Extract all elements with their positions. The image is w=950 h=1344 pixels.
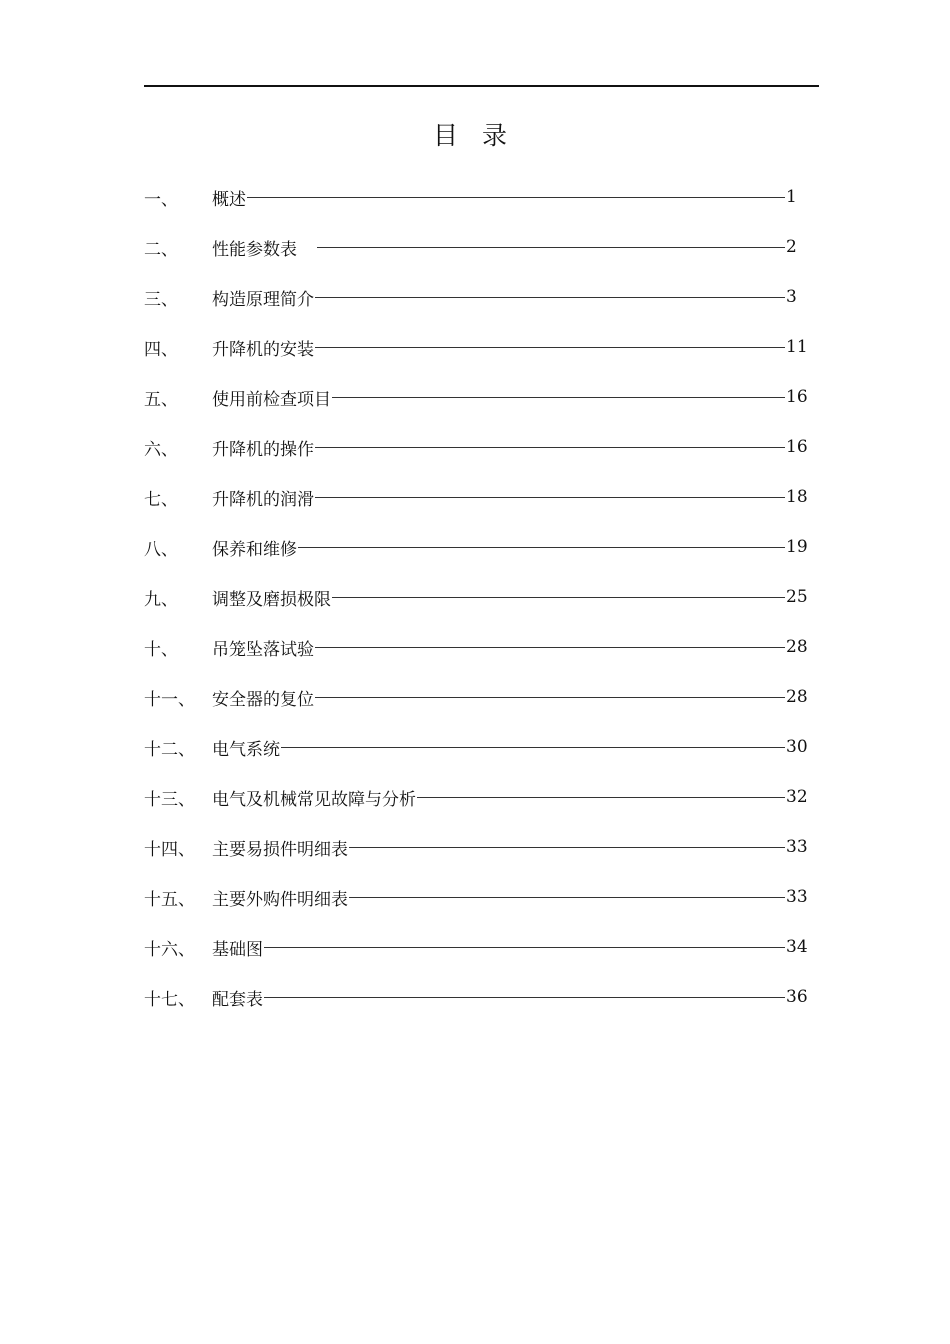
toc-entry[interactable]	[144, 372, 806, 422]
toc-entry-number: 十五、	[144, 889, 195, 910]
toc-entry-label: 使用前检查项目	[212, 389, 331, 410]
toc-entry-label: 吊笼坠落试验	[212, 639, 314, 660]
toc-leader-line	[315, 347, 785, 348]
toc-entry-label: 电气及机械常见故障与分析	[212, 789, 416, 810]
toc-entry-page: 30	[786, 737, 808, 757]
toc-entry[interactable]	[144, 772, 806, 822]
toc-entry-number: 三、	[144, 289, 178, 310]
toc-leader-line	[315, 647, 785, 648]
toc-entry-page: 16	[786, 387, 808, 407]
toc-entry-label: 升降机的操作	[212, 439, 314, 460]
toc-leader-line	[281, 747, 785, 748]
toc-entry-number: 八、	[144, 539, 178, 560]
toc-entry-label: 保养和维修	[212, 539, 297, 560]
toc-leader-line	[315, 447, 785, 448]
toc-entry-label: 概述	[212, 189, 246, 210]
toc-entry-number: 一、	[144, 189, 178, 210]
toc-entry-page: 32	[786, 787, 808, 807]
toc-entry-page: 19	[786, 537, 808, 557]
toc-entry[interactable]	[144, 872, 806, 922]
toc-entry[interactable]	[144, 422, 806, 472]
toc-entry-number: 十六、	[144, 939, 195, 960]
toc-entry-number: 五、	[144, 389, 178, 410]
toc-entry[interactable]	[144, 972, 806, 1022]
toc-entry-number: 九、	[144, 589, 178, 610]
toc-entry-number: 十、	[144, 639, 178, 660]
toc-entry[interactable]	[144, 172, 806, 222]
toc-leader-line	[417, 797, 785, 798]
toc-entry-page: 33	[786, 837, 808, 857]
toc-entry-label: 构造原理简介	[212, 289, 314, 310]
toc-entry-number: 四、	[144, 339, 178, 360]
toc-entry-page: 1	[786, 187, 797, 207]
toc-entry-label: 安全器的复位	[212, 689, 314, 710]
toc-entry-number: 十三、	[144, 789, 195, 810]
toc-entry[interactable]	[144, 722, 806, 772]
toc-list	[144, 172, 806, 1022]
toc-entry[interactable]	[144, 272, 806, 322]
toc-entry-number: 十一、	[144, 689, 195, 710]
toc-entry[interactable]	[144, 472, 806, 522]
toc-entry-number: 七、	[144, 489, 178, 510]
toc-entry[interactable]	[144, 522, 806, 572]
toc-leader-line	[264, 997, 785, 998]
toc-entry-label: 升降机的润滑	[212, 489, 314, 510]
toc-entry-page: 36	[786, 987, 808, 1007]
toc-entry-number: 六、	[144, 439, 178, 460]
toc-entry[interactable]	[144, 922, 806, 972]
toc-entry-page: 33	[786, 887, 808, 907]
toc-leader-line	[298, 547, 785, 548]
toc-leader-line	[315, 297, 785, 298]
toc-entry-page: 28	[786, 687, 808, 707]
toc-entry-number: 十二、	[144, 739, 195, 760]
toc-entry-label: 调整及磨损极限	[212, 589, 331, 610]
toc-entry-number: 二、	[144, 239, 178, 260]
toc-entry[interactable]	[144, 322, 806, 372]
toc-entry-label: 基础图	[212, 939, 263, 960]
toc-entry-page: 28	[786, 637, 808, 657]
toc-leader-line	[332, 597, 785, 598]
toc-leader-line	[315, 697, 785, 698]
toc-entry-number: 十七、	[144, 989, 195, 1010]
toc-entry-label: 电气系统	[212, 739, 280, 760]
toc-entry-page: 2	[786, 237, 797, 257]
toc-leader-line	[317, 247, 785, 248]
toc-entry-page: 11	[786, 337, 808, 357]
toc-leader-line	[247, 197, 785, 198]
toc-entry-page: 3	[786, 287, 797, 307]
toc-title: 目录	[432, 121, 531, 150]
toc-entry-page: 34	[786, 937, 808, 957]
toc-entry[interactable]	[144, 822, 806, 872]
toc-entry-number: 十四、	[144, 839, 195, 860]
toc-entry-label: 性能参数表	[212, 239, 297, 260]
toc-entry-label: 配套表	[212, 989, 263, 1010]
header-rule	[144, 85, 819, 87]
toc-entry-page: 18	[786, 487, 808, 507]
toc-entry[interactable]	[144, 622, 806, 672]
toc-entry-label: 主要易损件明细表	[212, 839, 348, 860]
toc-leader-line	[315, 497, 785, 498]
toc-entry[interactable]	[144, 672, 806, 722]
toc-leader-line	[332, 397, 785, 398]
toc-entry[interactable]	[144, 572, 806, 622]
toc-leader-line	[264, 947, 785, 948]
toc-leader-line	[349, 897, 785, 898]
toc-entry-label: 升降机的安装	[212, 339, 314, 360]
toc-entry-label: 主要外购件明细表	[212, 889, 348, 910]
toc-entry-page: 25	[786, 587, 808, 607]
toc-leader-line	[349, 847, 785, 848]
toc-entry[interactable]	[144, 222, 806, 272]
toc-entry-page: 16	[786, 437, 808, 457]
